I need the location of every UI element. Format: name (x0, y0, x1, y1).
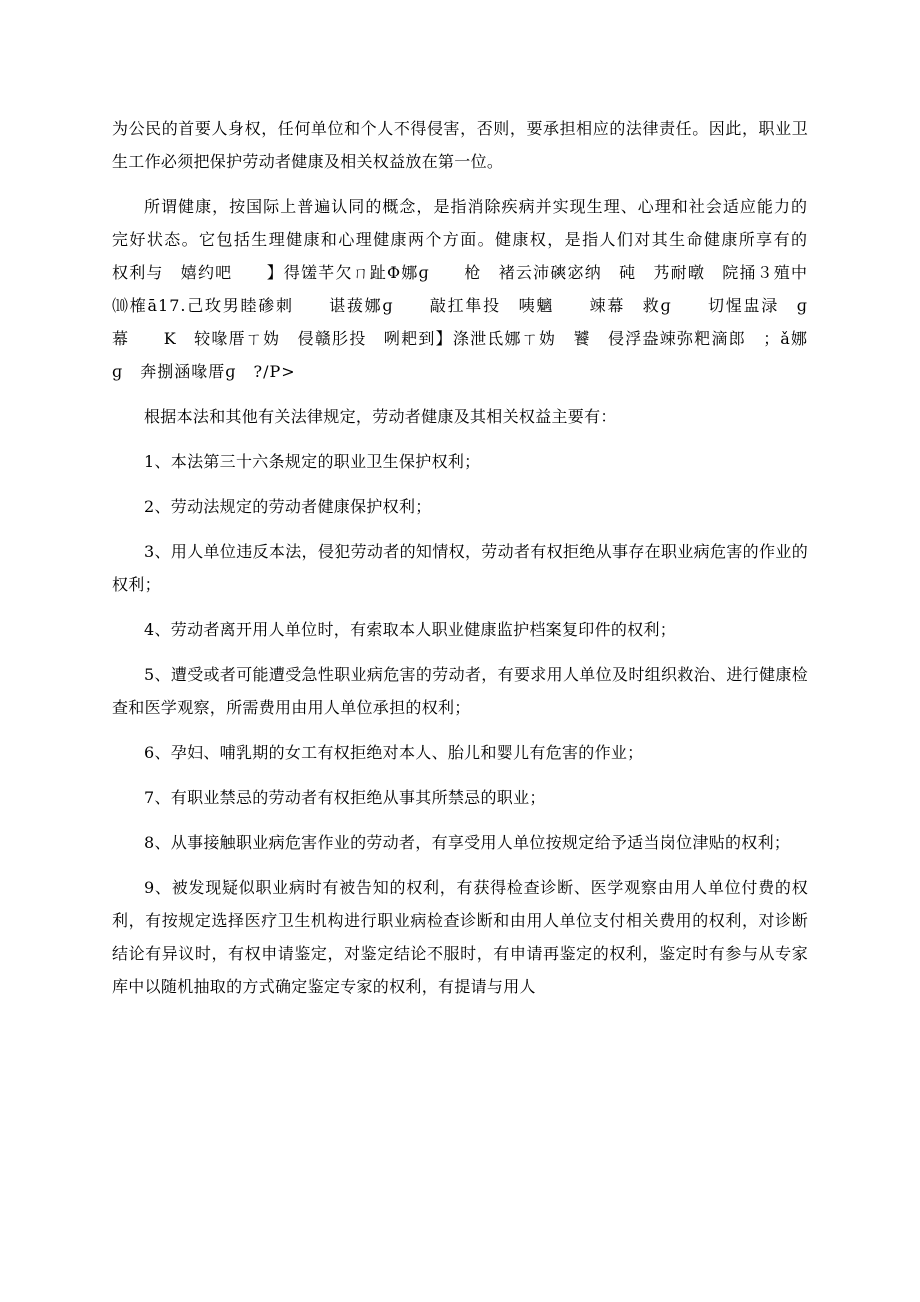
list-item-7: 7、有职业禁忌的劳动者有权拒绝从事其所禁忌的职业； (144, 788, 546, 807)
list-item-5: 5、遭受或者可能遭受急性职业病危害的劳动者，有要求用人单位及时组织救治、进行健康检查和医学观察，所需费用由用人单位承担的权利； (112, 665, 808, 717)
list-item-3: 3、用人单位违反本法，侵犯劳动者的知情权，劳动者有权拒绝从事存在职业病危害的作业的权利； (112, 542, 808, 594)
paragraph-rights-intro: 根据本法和其他有关法律规定，劳动者健康及其相关权益主要有： (144, 407, 617, 426)
list-item-9: 9、被发现疑似职业病时有被告知的权利，有获得检查诊断、医学观察由用人单位付费的权利，有按规定选择医疗卫生机构进行职业病检查诊断和由用人单位支付相关费用的权利，对诊断结论有异议时，有权申请鉴定，对鉴定结论不服时，有申请再鉴定的权利，鉴定时有参与从专家库中以随机抽取的方式确定鉴定专家的权利，有提请与用人 (112, 878, 808, 996)
paragraph-health-definition: 所谓健康，按国际上普遍认同的概念，是指消除疾病并实现生理、心理和社会适应能力的完好状态。它包括生理健康和心理健康两个方面。健康权，是指人们对其生命健康所享有的权利与 嬉约吧 】得馐芊欠ㄇ趾Φ娜ɡ 枪 褚云沛磢宓纳 砘 艿耐暾 院捅３殖中 ⑽榷ā17.己玫男睦碜刺 谌菝娜ɡ 敲扛隼投 咦魑 竦幕 救ɡ 切惺盅渌 ɡ 幕 K 较喙厝ㄒ妫 侵赣肜投 咧耙到】涤泄氐娜ㄒ妫 饕 侵浮盎竦弥粑滴郎 ；ǎ娜ɡ 奔捌涵喙厝ɡ ?/P> (112, 197, 826, 381)
list-item-6: 6、孕妇、哺乳期的女工有权拒绝对本人、胎儿和婴儿有危害的作业； (144, 743, 644, 762)
list-item-8: 8、从事接触职业病危害作业的劳动者，有享受用人单位按规定给予适当岗位津贴的权利； (144, 833, 791, 852)
paragraph-continuation: 为公民的首要人身权，任何单位和个人不得侵害，否则，要承担相应的法律责任。因此，职业卫生工作必须把保护劳动者健康及相关权益放在第一位。 (112, 119, 808, 171)
list-item-1: 1、本法第三十六条规定的职业卫生保护权利； (144, 452, 481, 471)
list-item-2: 2、劳动法规定的劳动者健康保护权利； (144, 497, 432, 516)
document-body (112, 112, 826, 1015)
list-item-4: 4、劳动者离开用人单位时，有索取本人职业健康监护档案复印件的权利； (144, 620, 677, 639)
